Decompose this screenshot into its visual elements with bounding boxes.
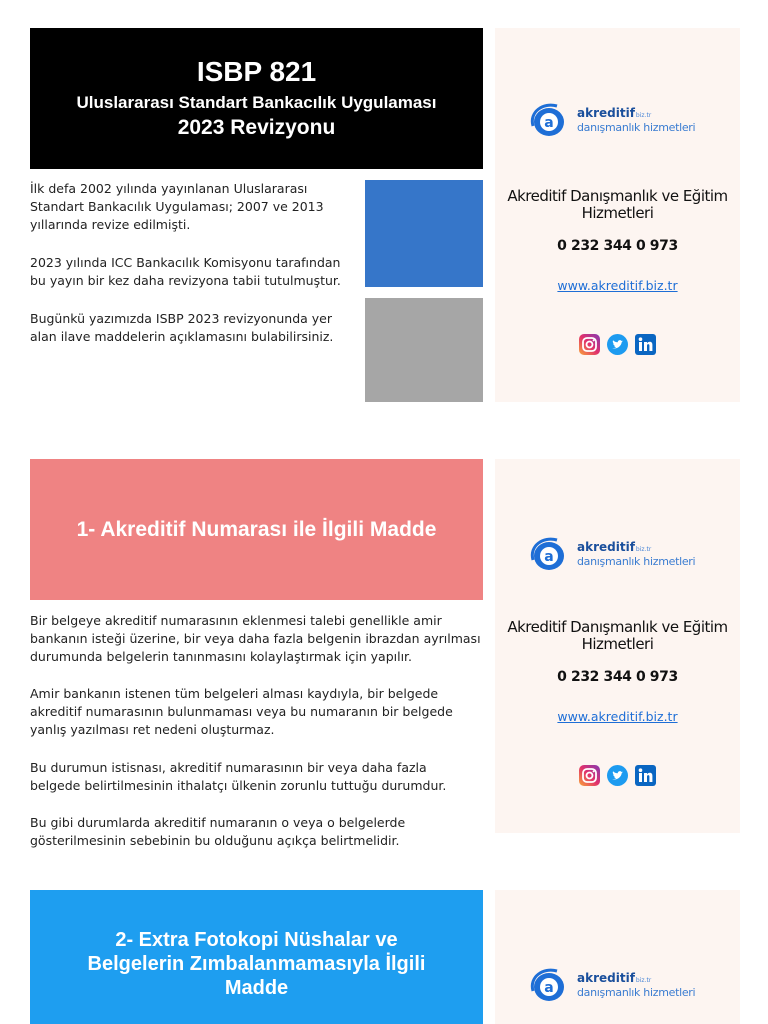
logo-name: akreditif: [577, 970, 635, 985]
section2-paragraph-1: Bir belgeye akreditif numarasının eklenmesi talebi genellikle amir bankanın isteği üzerine, bir veya daha fazla belgenin ibrazdan ayrılması durumunda belgelerin tanınmasını kolaylaştırmak için yapılır.: [30, 613, 481, 664]
section2-paragraph-4: Bu gibi durumlarda akreditif numaranın o veya o belgelerde gösterilmesinin sebebinin bu olduğunu açıkça belirtmelidir.: [30, 815, 406, 848]
logo-tld: biz.tr: [635, 545, 652, 553]
section2-banner: [30, 459, 483, 600]
social-links: [495, 765, 740, 786]
instagram-icon[interactable]: [579, 334, 600, 355]
card-phone: 0 232 344 0 973: [557, 669, 678, 685]
section1-subtitle: Uluslararası Standart Bankacılık Uygulaması: [76, 93, 437, 112]
section3-banner: [30, 890, 483, 1024]
section1-paragraph-2: 2023 yılında ICC Bankacılık Komisyonu tarafından bu yayın bir kez daha revizyona tabii tutulmuştur.: [30, 255, 341, 288]
logo-name: akreditif: [577, 105, 635, 120]
contact-card-1: [495, 28, 740, 402]
card-phone: 0 232 344 0 973: [557, 238, 678, 254]
card-website-link[interactable]: www.akreditif.biz.tr: [557, 278, 678, 293]
blue-image-placeholder: [365, 180, 483, 287]
logo-subtitle: danışmanlık hizmetleri: [577, 120, 696, 134]
logo-tld: biz.tr: [635, 111, 652, 119]
section1-paragraph-3: Bugünkü yazımızda ISBP 2023 revizyonunda yer alan ilave maddelerin açıklamasını bulabilirsiniz.: [30, 311, 334, 344]
svg-text:a: a: [544, 980, 554, 996]
twitter-icon[interactable]: [607, 765, 628, 786]
linkedin-icon[interactable]: [635, 334, 656, 355]
section3-title: 2- Extra Fotokopi Nüshalar ve Belgelerin Zımbalanmamasıyla İlgili Madde: [87, 929, 426, 999]
contact-card-3: [495, 890, 740, 1024]
svg-text:a: a: [544, 549, 554, 565]
logo-name: akreditif: [577, 539, 635, 554]
section2-paragraph-3: Bu durumun istisnası, akreditif numarasının bir veya daha fazla belgede belirtilmesinin ithalatçı ülkenin zorunlu tuttuğu durumdur.: [30, 760, 447, 793]
card-website-link[interactable]: www.akreditif.biz.tr: [557, 709, 678, 724]
logo-tld: biz.tr: [635, 976, 652, 984]
social-links: [495, 334, 740, 355]
instagram-icon[interactable]: [579, 765, 600, 786]
contact-card-2: [495, 459, 740, 833]
section1-title: ISBP 821: [196, 56, 317, 87]
logo-subtitle: danışmanlık hizmetleri: [577, 985, 696, 999]
section1-banner: [30, 28, 483, 169]
company-logo: [527, 965, 695, 1005]
logo-mark-icon: [527, 100, 571, 140]
section1-paragraph-1: İlk defa 2002 yılında yayınlanan Uluslararası Standart Bankacılık Uygulaması; 2007 ve 2013 yıllarında revize edilmişti.: [30, 181, 324, 232]
card-title: Akreditif Danışmanlık ve Eğitim Hizmetleri: [507, 618, 728, 653]
linkedin-icon[interactable]: [635, 765, 656, 786]
logo-mark-icon: [527, 965, 571, 1005]
card-title: Akreditif Danışmanlık ve Eğitim Hizmetleri: [507, 187, 728, 222]
company-logo: [527, 534, 695, 574]
section1-subtitle2: 2023 Revizyonu: [177, 116, 336, 139]
logo-subtitle: danışmanlık hizmetleri: [577, 554, 696, 568]
section2-paragraph-2: Amir bankanın istenen tüm belgeleri alması kaydıyla, bir belgede akreditif numarasının bulunmaması veya bu numaranın bir belgede yanlış yazılması ret nedeni oluşturmaz.: [30, 686, 453, 737]
section2-title: 1- Akreditif Numarası ile İlgili Madde: [76, 517, 437, 541]
svg-text:a: a: [544, 115, 554, 131]
logo-mark-icon: [527, 534, 571, 574]
twitter-icon[interactable]: [607, 334, 628, 355]
company-logo: [527, 100, 695, 140]
gray-image-placeholder: [365, 298, 483, 402]
